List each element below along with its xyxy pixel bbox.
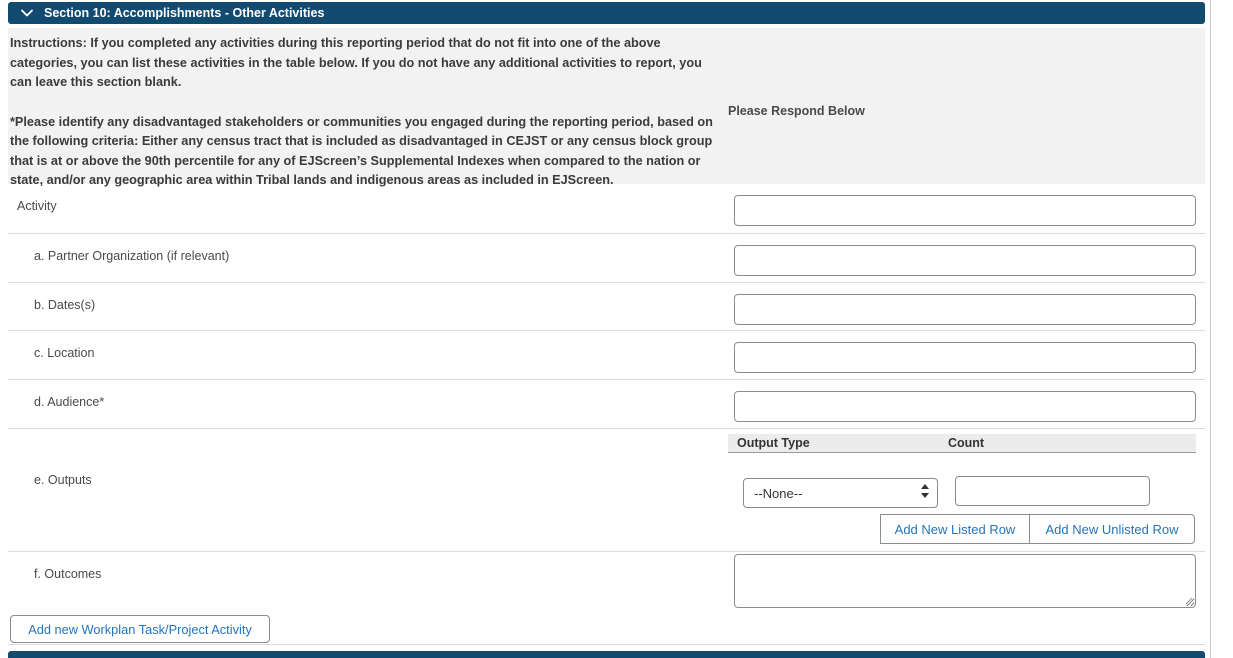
footer-row (8, 612, 1205, 645)
row-partner-organization (8, 233, 1205, 282)
output-type-select[interactable] (743, 478, 938, 508)
activity-label: Activity (17, 199, 57, 213)
dates-label: b. Dates(s) (34, 298, 96, 312)
count-column-header: Count (948, 436, 985, 450)
add-new-unlisted-row-button[interactable]: Add New Unlisted Row (1029, 514, 1195, 544)
section-title: Section 10: Accomplishments - Other Activities (44, 6, 325, 20)
row-outcomes (8, 551, 1205, 612)
count-input[interactable] (955, 476, 1150, 506)
instructions-block (8, 28, 1205, 187)
partner-organization-input[interactable] (734, 245, 1196, 276)
instructions-paragraph-1: Instructions: If you completed any activities during this reporting period that do not fit into one of the above categories, you can list these activities in the table below. If you do not have any additional activities to report, you can leave this section blank. (10, 36, 702, 89)
output-type-column-header: Output Type (737, 436, 810, 450)
row-location (8, 330, 1205, 379)
respond-below-header: Please Respond Below (728, 104, 865, 118)
spinner-down-icon[interactable] (921, 493, 929, 498)
location-label: c. Location (34, 346, 95, 360)
activity-input[interactable] (734, 195, 1196, 226)
add-workplan-activity-button[interactable]: Add new Workplan Task/Project Activity (10, 615, 270, 643)
row-outputs (8, 428, 1205, 551)
chevron-down-icon[interactable] (21, 9, 33, 17)
outputs-table-header (728, 434, 1196, 453)
row-audience (8, 379, 1205, 428)
spinner-up-icon[interactable] (921, 484, 929, 489)
row-activity (8, 184, 1205, 233)
outcomes-label: f. Outcomes (34, 567, 102, 581)
output-type-selected-value: --None-- (754, 486, 803, 501)
section-header[interactable] (8, 2, 1205, 24)
outcomes-textarea[interactable] (734, 554, 1196, 608)
row-dates (8, 282, 1205, 330)
select-spinner-icon[interactable] (921, 484, 929, 498)
audience-label: d. Audience* (34, 395, 105, 409)
content-right-border (1210, 0, 1211, 658)
outputs-label: e. Outputs (34, 473, 92, 487)
dates-input[interactable] (734, 294, 1196, 325)
outputs-button-group (880, 514, 1195, 544)
instructions-paragraph-2: *Please identify any disadvantaged stakeholders or communities you engaged during the reporting period, based on the following criteria: Either any census tract that is included as disadvantaged in CEJST or any census block group that is at or above the 90th percentile for any of EJScreen’s Supplemental Indexes when compared to the nation or state, and/or any geographic area within Tribal lands and indigenous areas as included in EJScreen. (10, 114, 713, 187)
location-input[interactable] (734, 342, 1196, 373)
add-new-listed-row-button[interactable]: Add New Listed Row (880, 514, 1030, 544)
next-section-header-partial[interactable] (8, 651, 1205, 658)
section-content (8, 2, 1205, 658)
audience-input[interactable] (734, 391, 1196, 422)
partner-organization-label: a. Partner Organization (if relevant) (34, 249, 230, 263)
